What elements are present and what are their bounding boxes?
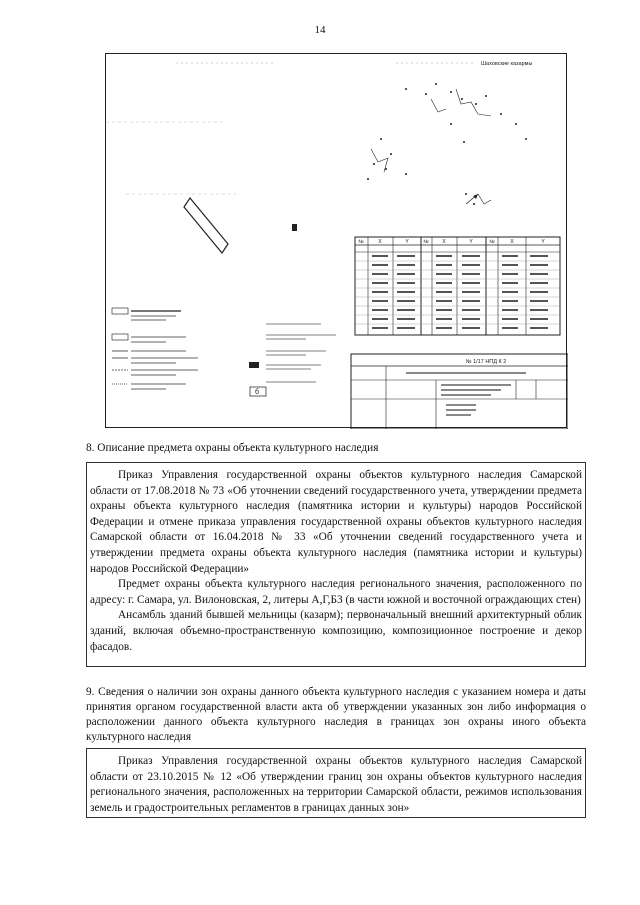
map-drawing [106, 54, 568, 429]
table-header-4: X [442, 239, 446, 245]
table-header-3: № [423, 239, 429, 245]
section8-paragraph-1: Приказ Управления государственной охраны объектов культурного наследия Самарской области от 17.08.2018 № 73 «Об уточнении сведений государственного учета, утверждении предмета охраны объекта культурного наследия (памятника истории и культуры) народов Российской Федерации и отмене приказа управления государственной охраны объектов культурного наследия Самарской области от 16.04.2018 № 33 «Об уточнении сведений государственного учета и утверждении предмета охраны объекта культурного наследия (памятника истории и культуры) народов Российской Федерации» [90, 469, 582, 575]
map-figure [105, 53, 567, 428]
table-header-8: Y [541, 239, 545, 245]
table-header-0: № [358, 239, 364, 245]
table-header-7: X [510, 239, 514, 245]
section9-heading: 9. Сведения о наличии зон охраны данного объекта культурного наследия с указанием номера и даты принятия органом государственной власти акта об утверждении указанных зон либо информация о расположении данного объекта культурного наследия в границах зон охраны иного объекта культурного наследия [86, 686, 586, 743]
map-title-right: Шаховские казармы [481, 61, 533, 67]
map-scale-label: б [255, 389, 260, 396]
section8-paragraph-3: Ансамбль зданий бывшей мельницы (казарм); первоначальный внешний архитектурный облик зданий, включая объемно-пространственную композицию, композиционное построение и декор фасадов. [90, 609, 582, 653]
section9-paragraph-1: Приказ Управления государственной охраны объектов культурного наследия Самарской области от 23.10.2015 № 12 «Об утверждении границ зон охраны объектов культурного наследия регионального значения, расположенных на территории Самарской области, режимов использования земель и градостроительных регламентов в границах данных зон» [90, 755, 582, 814]
coordinate-table [355, 237, 560, 335]
table-header-6: № [489, 239, 495, 245]
drawing-number: № 1/17 НПД К 2 [465, 359, 507, 365]
table-header-5: Y [469, 239, 473, 245]
north-arrow-icon [466, 194, 478, 204]
page-number: 14 [314, 24, 326, 36]
map-legend [112, 308, 336, 396]
table-header-2: Y [405, 239, 409, 245]
section8-heading: 8. Описание предмета охраны объекта культурного наследия [86, 442, 379, 454]
table-header-1: X [378, 239, 382, 245]
section8-paragraph-2: Предмет охраны объекта культурного наследия регионального значения, расположенного по адресу: г. Самара, ул. Вилоновская, 2, литеры А,Г,Б3 (в части южной и восточной ограждающих стен) [90, 578, 582, 606]
section8-box [86, 462, 586, 667]
section9-box [86, 748, 586, 818]
title-block [351, 354, 568, 429]
